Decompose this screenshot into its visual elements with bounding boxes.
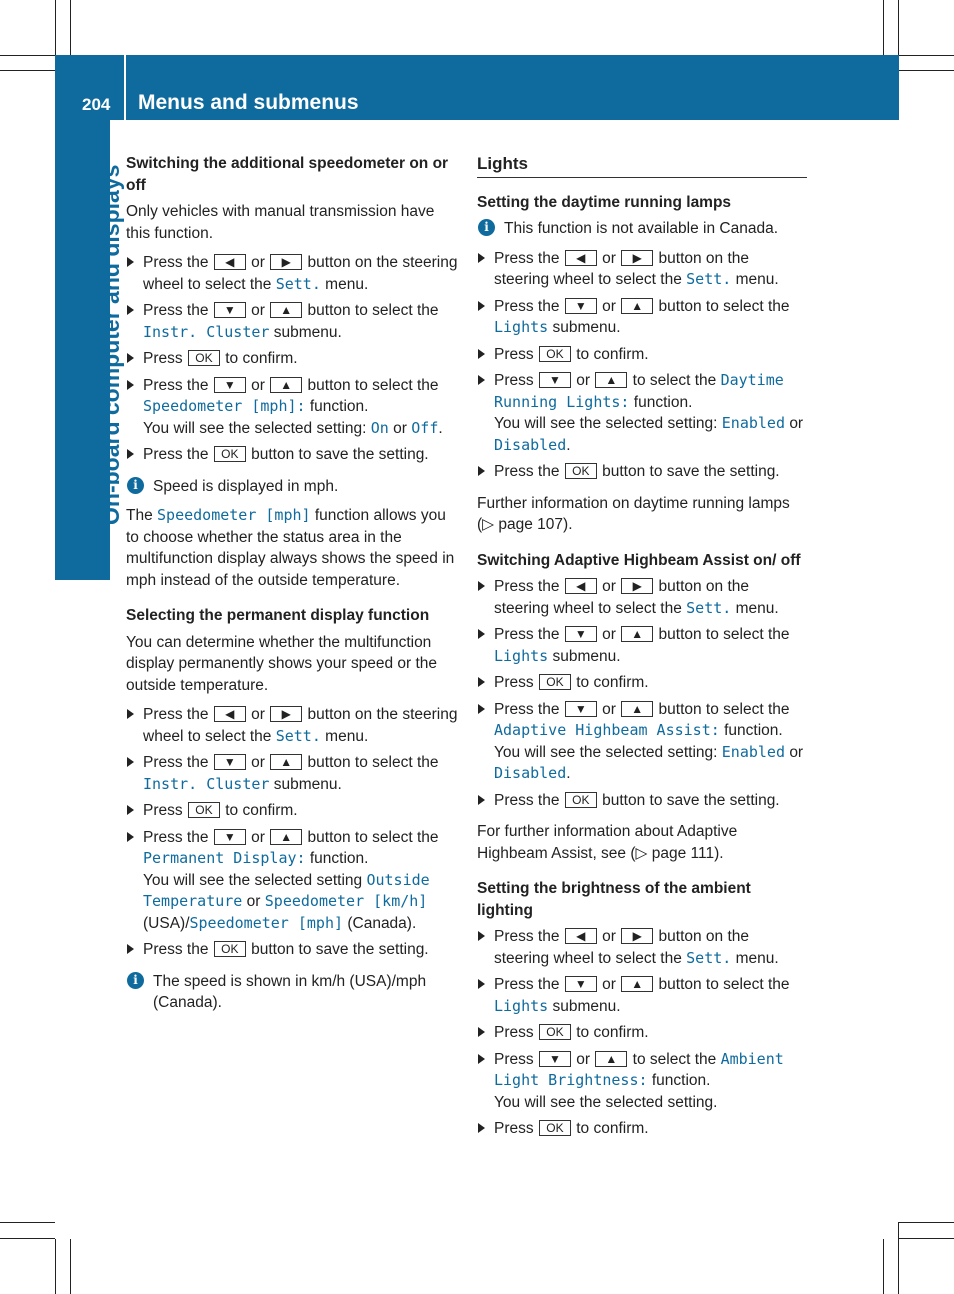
list-item: Press the ▼ or ▲ button to select the Speedometer [mph]: function. You will see the selected setting: On or Off. <box>126 375 458 440</box>
crop-mark <box>898 0 899 55</box>
ok-key-icon: OK <box>539 674 571 690</box>
list-item: Press the OK button to save the setting. <box>126 939 458 961</box>
bullet-arrow-icon <box>478 581 485 591</box>
list-item: Press OK to confirm. <box>126 348 458 370</box>
list-item: Press the ◀ or ▶ button on the steering wheel to select the Sett. menu. <box>126 252 458 295</box>
crop-mark <box>883 0 884 55</box>
up-key-icon: ▲ <box>270 829 302 845</box>
list-item: Press OK to confirm. <box>477 1022 807 1044</box>
down-key-icon: ▼ <box>214 302 246 318</box>
crop-mark <box>55 0 56 55</box>
left-key-icon: ◀ <box>214 706 246 722</box>
bullet-arrow-icon <box>127 380 134 390</box>
crop-mark <box>0 55 55 56</box>
down-key-icon: ▼ <box>565 976 597 992</box>
bullet-arrow-icon <box>127 353 134 363</box>
list-item: Press OK to confirm. <box>477 344 807 366</box>
list-item: Press the ▼ or ▲ button to select the Instr. Cluster submenu. <box>126 752 458 795</box>
bullet-arrow-icon <box>127 449 134 459</box>
section-heading: Switching the additional speedometer on or off <box>126 155 449 194</box>
bullet-arrow-icon <box>478 1123 485 1133</box>
bullet-arrow-icon <box>478 677 485 687</box>
ok-key-icon: OK <box>539 1024 571 1040</box>
bullet-arrow-icon <box>478 979 485 989</box>
bullet-arrow-icon <box>478 704 485 714</box>
bullet-arrow-icon <box>478 253 485 263</box>
up-key-icon: ▲ <box>621 701 653 717</box>
ok-key-icon: OK <box>565 792 597 808</box>
step-list <box>126 704 458 961</box>
page-title: Menus and submenus <box>138 91 359 114</box>
crop-mark <box>0 70 55 71</box>
list-item: Press the ▼ or ▲ button to select the Permanent Display: function. You will see the selected setting Outside Temperature or Speedometer [km/h] (USA)/Speedometer [mph] (Canada). <box>126 827 458 935</box>
up-key-icon: ▲ <box>621 626 653 642</box>
ok-key-icon: OK <box>214 446 246 462</box>
list-item: Press ▼ or ▲ to select the Ambient Light Brightness: function. You will see the selected setting. <box>477 1049 807 1114</box>
section-heading: Setting the daytime running lamps <box>477 193 732 211</box>
section-title: Lights <box>477 153 807 178</box>
header-divider <box>124 55 126 120</box>
list-item: Press the ◀ or ▶ button on the steering wheel to select the Sett. menu. <box>477 576 807 619</box>
list-item: Press the ▼ or ▲ button to select the Instr. Cluster submenu. <box>126 300 458 343</box>
list-item: Press the ◀ or ▶ button on the steering wheel to select the Sett. menu. <box>477 248 807 291</box>
left-key-icon: ◀ <box>214 254 246 270</box>
list-item: Press the ▼ or ▲ button to select the Lights submenu. <box>477 296 807 339</box>
list-item: Press the ◀ or ▶ button on the steering wheel to select the Sett. menu. <box>126 704 458 747</box>
list-item: Press the ◀ or ▶ button on the steering wheel to select the Sett. menu. <box>477 926 807 969</box>
bullet-arrow-icon <box>478 1054 485 1064</box>
left-key-icon: ◀ <box>565 928 597 944</box>
crop-mark <box>0 1238 55 1239</box>
bullet-arrow-icon <box>127 757 134 767</box>
paragraph: Only vehicles with manual transmission have this function. <box>126 203 435 242</box>
bullet-arrow-icon <box>478 301 485 311</box>
step-list <box>126 252 458 466</box>
bullet-arrow-icon <box>127 305 134 315</box>
ok-key-icon: OK <box>214 941 246 957</box>
ok-key-icon: OK <box>188 350 220 366</box>
paragraph: You can determine whether the multifunction display permanently shows your speed or the outside temperature. <box>126 633 438 694</box>
ok-key-icon: OK <box>565 463 597 479</box>
bullet-arrow-icon <box>127 832 134 842</box>
step-list <box>477 576 807 811</box>
down-key-icon: ▼ <box>214 377 246 393</box>
list-item: Press the OK button to save the setting. <box>126 444 458 466</box>
down-key-icon: ▼ <box>565 298 597 314</box>
paragraph: Further information on daytime running lamps (▷ page 107). <box>477 494 790 533</box>
list-item: Press the OK button to save the setting. <box>477 790 807 812</box>
crop-mark <box>70 1239 71 1294</box>
crop-mark <box>883 1239 884 1294</box>
down-key-icon: ▼ <box>539 1051 571 1067</box>
right-key-icon: ▶ <box>621 250 653 266</box>
right-key-icon: ▶ <box>270 706 302 722</box>
down-key-icon: ▼ <box>539 372 571 388</box>
bullet-arrow-icon <box>127 805 134 815</box>
list-item: Press OK to confirm. <box>126 800 458 822</box>
right-key-icon: ▶ <box>621 578 653 594</box>
right-key-icon: ▶ <box>621 928 653 944</box>
list-item: Press OK to confirm. <box>477 672 807 694</box>
up-key-icon: ▲ <box>621 976 653 992</box>
left-key-icon: ◀ <box>565 578 597 594</box>
info-note: i This function is not available in Canada. <box>477 218 807 240</box>
bullet-arrow-icon <box>127 257 134 267</box>
bullet-arrow-icon <box>478 349 485 359</box>
up-key-icon: ▲ <box>621 298 653 314</box>
bullet-arrow-icon <box>478 1027 485 1037</box>
crop-mark <box>899 1238 954 1239</box>
crop-mark <box>55 1239 56 1294</box>
left-column <box>126 153 458 1022</box>
right-column <box>477 153 807 1150</box>
list-item: Press OK to confirm. <box>477 1118 807 1140</box>
right-key-icon: ▶ <box>270 254 302 270</box>
section-heading: Switching Adaptive Highbeam Assist on/ off <box>477 551 801 569</box>
step-list <box>477 248 807 483</box>
down-key-icon: ▼ <box>565 701 597 717</box>
crop-mark <box>899 1222 954 1223</box>
up-key-icon: ▲ <box>270 377 302 393</box>
list-item: Press the ▼ or ▲ button to select the Adaptive Highbeam Assist: function. You will see the selected setting: Enabled or Disabled. <box>477 699 807 785</box>
step-list <box>477 926 807 1140</box>
page-number: 204 <box>82 95 111 114</box>
up-key-icon: ▲ <box>270 302 302 318</box>
ok-key-icon: OK <box>188 802 220 818</box>
up-key-icon: ▲ <box>270 754 302 770</box>
list-item: Press ▼ or ▲ to select the Daytime Running Lights: function. You will see the selected setting: Enabled or Disabled. <box>477 370 807 456</box>
bullet-arrow-icon <box>478 629 485 639</box>
ok-key-icon: OK <box>539 1120 571 1136</box>
down-key-icon: ▼ <box>214 829 246 845</box>
info-icon: i <box>127 972 144 989</box>
info-note: i The speed is shown in km/h (USA)/mph (Canada). <box>126 971 458 1014</box>
paragraph: The Speedometer [mph] function allows you to choose whether the status area in the multifunction display always shows the speed in mph instead of the outside temperature. <box>126 506 455 589</box>
section-heading: Selecting the permanent display function <box>126 607 430 624</box>
section-heading: Setting the brightness of the ambient lighting <box>477 880 751 919</box>
bullet-arrow-icon <box>127 709 134 719</box>
crop-mark <box>898 1222 899 1294</box>
crop-mark <box>70 0 71 55</box>
down-key-icon: ▼ <box>565 626 597 642</box>
info-note: i Speed is displayed in mph. <box>126 476 458 498</box>
bullet-arrow-icon <box>478 931 485 941</box>
bullet-arrow-icon <box>127 944 134 954</box>
crop-mark <box>899 70 954 71</box>
crop-mark <box>899 55 954 56</box>
list-item: Press the ▼ or ▲ button to select the Lights submenu. <box>477 624 807 667</box>
list-item: Press the ▼ or ▲ button to select the Lights submenu. <box>477 974 807 1017</box>
info-icon: i <box>127 477 144 494</box>
crop-mark <box>0 1222 55 1223</box>
chapter-tab-label: On-board computer and displays <box>98 164 124 525</box>
ok-key-icon: OK <box>539 346 571 362</box>
list-item: Press the OK button to save the setting. <box>477 461 807 483</box>
paragraph: For further information about Adaptive Highbeam Assist, see (▷ page 111). <box>477 823 738 862</box>
up-key-icon: ▲ <box>595 372 627 388</box>
left-key-icon: ◀ <box>565 250 597 266</box>
info-icon: i <box>478 219 495 236</box>
up-key-icon: ▲ <box>595 1051 627 1067</box>
bullet-arrow-icon <box>478 795 485 805</box>
down-key-icon: ▼ <box>214 754 246 770</box>
bullet-arrow-icon <box>478 375 485 385</box>
bullet-arrow-icon <box>478 466 485 476</box>
